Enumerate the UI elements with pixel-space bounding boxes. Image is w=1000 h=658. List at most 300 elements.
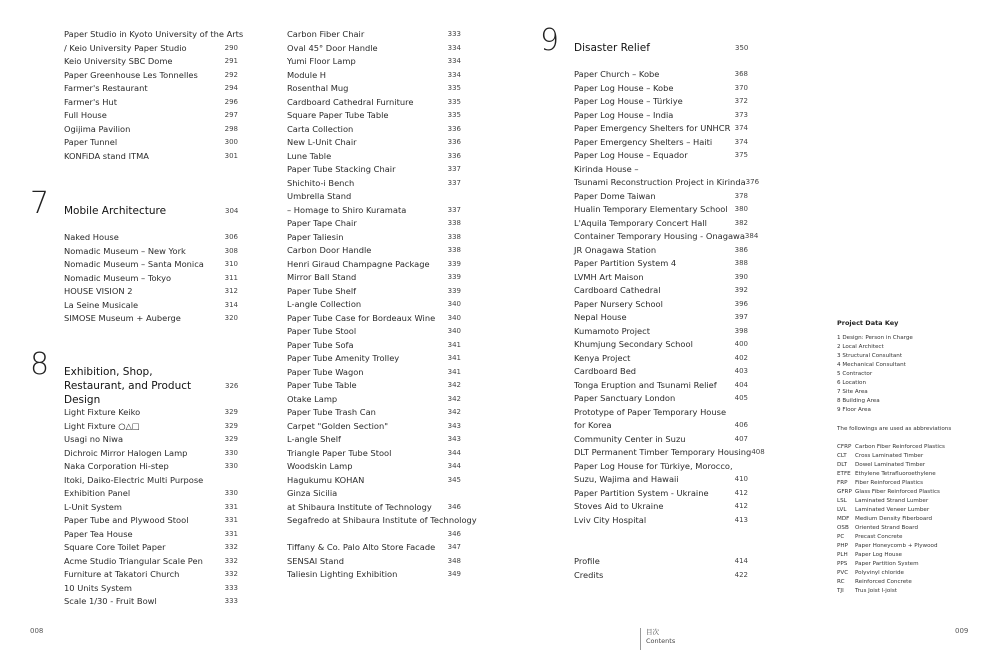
toc-entry-title: Paper Emergency Shelters – Haiti	[574, 136, 713, 147]
abbreviation-row	[837, 515, 977, 524]
toc-entry-title: Full House	[64, 110, 107, 120]
toc-entry-title: Keio University SBC Dome	[64, 56, 173, 66]
toc-entry	[64, 541, 238, 555]
toc-entry	[287, 555, 461, 569]
abbreviation-code: OSB	[837, 525, 849, 531]
toc-entry-page: 336	[447, 124, 461, 133]
toc-entry	[574, 569, 748, 583]
toc-entry	[64, 258, 238, 272]
toc-entry-page: 346	[447, 529, 461, 538]
toc-entry	[574, 460, 748, 474]
abbreviations-note: The followings are used as abbreviations	[837, 426, 952, 432]
toc-entry-title: Nomadic Museum – Tokyo	[64, 272, 172, 283]
toc-entry-title: Triangle Paper Tube Stool	[287, 447, 392, 458]
toc-entry-title: Ginza Sicilia	[287, 488, 338, 498]
toc-entry	[287, 393, 461, 407]
abbreviation-row	[837, 470, 977, 479]
abbreviation-code: CFRP	[837, 444, 852, 450]
toc-entry	[574, 136, 748, 150]
footer-section-label	[646, 628, 675, 646]
toc-entry	[574, 217, 748, 231]
toc-entry-page: 396	[734, 299, 748, 308]
toc-entry	[64, 460, 238, 474]
toc-entry-title: Carta Collection	[287, 123, 354, 134]
toc-entry-page: 292	[224, 70, 238, 79]
toc-entry-title: Shichito-i Bench	[287, 177, 355, 188]
toc-entry-page: 346	[447, 502, 461, 511]
toc-entry	[64, 69, 238, 83]
toc-entry-title: Module H	[287, 69, 327, 80]
toc-entry-page: 368	[734, 70, 748, 78]
toc-entry	[287, 501, 461, 515]
toc-entry-title: Credits	[574, 569, 604, 580]
toc-entry	[574, 95, 748, 109]
toc-entry-title: Paper Tape Chair	[287, 218, 357, 228]
toc-entry	[287, 217, 461, 231]
toc-entry-page: 308	[224, 246, 238, 255]
toc-entry-title: Lune Table	[287, 150, 332, 161]
toc-entry	[287, 568, 461, 582]
toc-entry-page: 380	[734, 205, 748, 213]
abbreviation-row	[837, 524, 977, 533]
abbreviation-row	[837, 578, 977, 587]
abbreviation-code: ETFE	[837, 471, 851, 477]
toc-column-1-sec8	[64, 406, 238, 609]
toc-list-sec9	[574, 68, 765, 527]
toc-entry-page: 343	[447, 421, 461, 430]
abbreviation-description: Laminated Strand Lumber	[855, 498, 929, 504]
toc-entry	[64, 245, 238, 259]
toc-entry-title: Rosenthal Mug	[287, 83, 349, 93]
toc-entry	[287, 204, 461, 218]
toc-entry-page: 340	[447, 313, 461, 322]
toc-entry	[574, 109, 748, 123]
abbreviation-description: Carbon Fiber Reinforced Plastics	[855, 444, 945, 450]
toc-entry-title: Light Fixture Keiko	[64, 407, 141, 417]
toc-entry-title: Khumjung Secondary School	[574, 339, 693, 349]
toc-entry-page: 414	[734, 557, 748, 565]
toc-entry	[64, 299, 238, 313]
abbreviation-description: Laminated Veneer Lumber	[855, 507, 930, 513]
section-page-number: 350	[735, 44, 749, 52]
toc-entry	[64, 420, 238, 434]
abbreviation-description: Paper Partition System	[855, 561, 919, 567]
toc-entry-page: 301	[224, 151, 238, 160]
key-item: 7 Site Area	[837, 389, 868, 395]
toc-entry-page: 339	[447, 273, 461, 281]
toc-list-col2	[287, 28, 477, 582]
toc-entry-page: 397	[734, 313, 748, 321]
toc-entry	[574, 392, 748, 406]
toc-entry-page: 372	[734, 97, 748, 105]
left-page-number: 008	[30, 627, 44, 635]
toc-column-1	[64, 28, 244, 163]
abbreviation-code: TJI	[837, 588, 844, 594]
toc-entry-page: 342	[447, 381, 461, 389]
abbreviation-code: PHP	[837, 543, 848, 549]
toc-entry	[574, 433, 748, 447]
toc-entry-page: 332	[224, 570, 238, 578]
toc-entry-page: 374	[734, 124, 748, 132]
toc-entry	[287, 298, 461, 312]
toc-entry-title: Prototype of Paper Temporary House	[574, 406, 727, 417]
toc-entry-title: 10 Units System	[64, 582, 132, 593]
toc-entry-page: 376	[745, 178, 760, 186]
toc-entry	[64, 595, 238, 609]
abbreviation-description: Polyvinyl chloride	[855, 570, 904, 576]
toc-entry	[287, 96, 461, 110]
toc-entry	[64, 312, 238, 326]
abbreviation-description: Cross Laminated Timber	[855, 453, 924, 459]
toc-entry-page: 333	[224, 597, 238, 605]
toc-entry-title: Paper Log House – India	[574, 109, 674, 120]
toc-entry	[287, 528, 461, 542]
toc-entry-title: for Korea	[574, 420, 612, 430]
toc-entry-title: Carpet "Golden Section"	[287, 420, 389, 431]
toc-entry-title: Suzu, Wajima and Hawaii	[574, 474, 679, 484]
toc-entry	[287, 82, 461, 96]
abbreviation-description: Reinforced Concrete	[855, 579, 912, 585]
toc-entry	[287, 69, 461, 83]
toc-list-end	[574, 555, 748, 582]
toc-entry-title: Acme Studio Triangular Scale Pen	[64, 555, 203, 566]
toc-entry	[574, 244, 748, 258]
toc-entry-page: 390	[734, 272, 748, 281]
toc-entry-title: La Seine Musicale	[64, 299, 139, 310]
toc-entry-page: 345	[447, 475, 461, 484]
key-title: Project Data Key	[837, 319, 899, 327]
toc-column-2	[287, 28, 477, 582]
abbreviation-row	[837, 443, 977, 452]
toc-entry-page: 388	[734, 259, 748, 267]
toc-entry	[574, 284, 748, 298]
toc-entry-title: Paper Tea House	[64, 528, 133, 539]
toc-entry-title: Paper Tube and Plywood Stool	[64, 515, 189, 525]
toc-entry-page: 333	[447, 30, 461, 38]
toc-entry-page: 341	[447, 367, 461, 376]
toc-entry-title: Paper Sanctuary London	[574, 393, 676, 403]
toc-entry-title: Kumamoto Project	[574, 325, 650, 336]
key-item: 1 Design: Person in Charge	[837, 335, 913, 341]
toc-entry-title: Paper Tube Wagon	[287, 366, 364, 377]
toc-entry-title: DLT Permanent Timber Temporary Housing	[574, 447, 752, 457]
toc-entry-page: 337	[447, 165, 461, 173]
toc-entry-page: 291	[224, 57, 238, 65]
toc-entry-page: 407	[734, 434, 748, 443]
toc-entry	[574, 163, 748, 177]
toc-entry-title: Farmer's Hut	[64, 96, 117, 107]
toc-entry-page: 298	[224, 124, 238, 133]
toc-entry-title: Nepal House	[574, 312, 627, 322]
toc-entry	[574, 176, 760, 190]
toc-entry	[287, 433, 461, 447]
toc-entry	[574, 352, 748, 366]
toc-entry-page: 404	[734, 380, 748, 389]
toc-entry-title: Paper Tube Table	[287, 380, 357, 390]
toc-entry-title: Paper Nursery School	[574, 298, 663, 309]
abbreviation-description: Trus Joist I-joist	[855, 588, 897, 594]
abbreviation-description: Paper Honeycomb + Plywood	[855, 543, 938, 549]
toc-entry-title: Yumi Floor Lamp	[287, 56, 356, 66]
abbreviation-description: Glass Fiber Reinforced Plastics	[855, 489, 940, 495]
toc-entry-title: Carbon Fiber Chair	[287, 29, 365, 39]
abbreviation-row	[837, 461, 977, 470]
toc-entry-title: Ogijima Pavilion	[64, 123, 131, 134]
abbreviation-row	[837, 497, 977, 506]
toc-entry-page: 340	[447, 300, 461, 308]
toc-entry-page: 334	[447, 70, 461, 79]
key-item: 9 Floor Area	[837, 407, 871, 413]
toc-entry-title: Paper Log House – Türkiye	[574, 96, 683, 106]
toc-entry	[287, 379, 461, 393]
toc-entry-title: Kirinda House –	[574, 163, 639, 174]
toc-entry-page: 347	[447, 543, 461, 551]
abbreviation-description: Fiber Reinforced Plastics	[855, 480, 924, 486]
toc-entry	[287, 231, 461, 245]
toc-entry-page: 344	[447, 448, 461, 457]
toc-entry	[574, 338, 748, 352]
toc-entry-page: 338	[447, 232, 461, 241]
toc-entry-title: Paper Dome Taiwan	[574, 190, 656, 201]
toc-list-sec8	[64, 406, 238, 609]
toc-entry	[287, 123, 461, 137]
abbreviation-row	[837, 533, 977, 542]
toc-entry-page: 331	[224, 502, 238, 511]
toc-entry-title: Paper Tube Stool	[287, 326, 357, 336]
toc-entry-title: L-angle Shelf	[287, 434, 341, 444]
footer-label-en: Contents	[646, 637, 676, 645]
toc-entry-page: 334	[447, 43, 461, 52]
toc-entry	[574, 203, 748, 217]
toc-entry-page: 400	[734, 340, 748, 348]
toc-entry	[64, 447, 238, 461]
toc-entry	[574, 500, 748, 514]
toc-entry-title: JR Onagawa Station	[574, 244, 657, 255]
toc-entry-title: Hagukumu KOHAN	[287, 474, 365, 485]
toc-column-3	[574, 68, 765, 527]
toc-entry-title: Paper Tunnel	[64, 137, 118, 147]
toc-entry-title: Paper Partition System - Ukraine	[574, 487, 709, 498]
abbreviation-code: LSL	[837, 498, 847, 504]
toc-entry-page: 422	[734, 570, 748, 579]
toc-entry-title: SENSAI Stand	[287, 555, 345, 566]
toc-entry-title: Usagi no Niwa	[64, 434, 124, 444]
key-item: 8 Building Area	[837, 398, 880, 404]
toc-entry-title: L'Aquila Temporary Concert Hall	[574, 217, 707, 228]
toc-entry-title: Paper Greenhouse Les Tonnelles	[64, 69, 198, 80]
abbreviation-description: Precast Concrete	[855, 534, 903, 540]
toc-entry	[64, 82, 238, 96]
toc-column-1-sec7	[64, 231, 238, 326]
toc-entry	[574, 149, 748, 163]
toc-entry	[574, 230, 759, 244]
abbreviation-description: Oriented Strand Board	[855, 525, 918, 531]
abbreviation-code: FRP	[837, 480, 848, 486]
abbreviation-row	[837, 452, 977, 461]
abbreviation-code: MDF	[837, 516, 850, 522]
toc-entry-title: Tsunami Reconstruction Project in Kirinda	[574, 177, 746, 187]
toc-entry	[574, 406, 748, 420]
toc-entry-title: Carbon Door Handle	[287, 245, 372, 255]
toc-entry-page: 406	[734, 421, 748, 429]
right-page-number: 009	[955, 627, 969, 635]
toc-entry-page: 337	[447, 178, 461, 187]
toc-entry-title: Tonga Eruption and Tsunami Relief	[574, 379, 717, 390]
toc-entry-page: 386	[734, 245, 748, 254]
toc-entry-title: Square Core Toilet Paper	[64, 542, 166, 552]
toc-entry-page: 290	[224, 43, 238, 52]
section-title: Mobile Architecture	[64, 205, 167, 217]
toc-entry	[574, 68, 748, 82]
toc-entry	[574, 487, 748, 501]
toc-entry-title: Profile	[574, 556, 600, 566]
toc-entry	[64, 528, 238, 542]
toc-entry-page: 335	[447, 84, 461, 92]
toc-entry	[574, 473, 748, 487]
toc-entry-title: Nomadic Museum – New York	[64, 245, 186, 256]
toc-entry-page: 392	[734, 286, 748, 294]
section-number: 8	[30, 347, 50, 382]
toc-entry-page: 375	[734, 151, 748, 159]
abbreviation-row	[837, 542, 977, 551]
toc-entry-title: Otake Lamp	[287, 393, 338, 404]
toc-entry-page: 329	[224, 408, 238, 416]
toc-entry	[287, 325, 461, 339]
toc-entry-title: Cardboard Bed	[574, 366, 637, 376]
toc-entry-title: New L-Unit Chair	[287, 137, 357, 147]
toc-entry	[64, 150, 238, 164]
abbreviation-description: Ethylene Tetrafluoroethylene	[855, 471, 936, 477]
toc-entry-page: 330	[224, 462, 238, 470]
toc-entry-title: L-angle Collection	[287, 299, 362, 309]
toc-entry-title: – Homage to Shiro Kuramata	[287, 204, 407, 215]
toc-entry	[287, 406, 461, 420]
toc-entry-page: 336	[447, 138, 461, 146]
toc-entry-title: Stoves Aid to Ukraine	[574, 501, 664, 511]
toc-entry	[287, 109, 461, 123]
toc-entry	[64, 42, 238, 56]
section-page-number: 304	[225, 207, 239, 215]
toc-entry-page: 333	[224, 583, 238, 592]
toc-entry-page: 412	[734, 488, 748, 497]
toc-entry	[574, 311, 748, 325]
toc-entry-title: Paper Tube Shelf	[287, 285, 357, 296]
toc-entry	[574, 298, 748, 312]
toc-entry-page: 314	[224, 300, 238, 309]
toc-entry	[64, 474, 238, 488]
toc-entry-page: 338	[447, 246, 461, 254]
toc-entry-page: 311	[224, 273, 238, 282]
toc-entry	[287, 285, 461, 299]
toc-entry-page: 340	[447, 327, 461, 335]
abbreviation-list	[837, 443, 977, 596]
toc-entry-title: Oval 45° Door Handle	[287, 42, 378, 53]
toc-entry-title: Square Paper Tube Table	[287, 110, 389, 120]
toc-entry-page: 332	[224, 556, 238, 565]
toc-entry-title: Cardboard Cathedral	[574, 285, 661, 295]
toc-entry-title: Lviv City Hospital	[574, 514, 647, 525]
toc-entry-title: Nomadic Museum – Santa Monica	[64, 259, 204, 269]
toc-entry-page: 331	[224, 529, 238, 538]
abbreviation-description: Paper Log House	[855, 552, 902, 558]
abbreviation-description: Medium Density Fiberboard	[855, 516, 932, 522]
toc-entry-title: KONFiDA stand ITMA	[64, 150, 149, 161]
abbreviation-description: Dowel Laminated Timber	[855, 462, 926, 468]
toc-entry	[287, 541, 461, 555]
toc-entry-page: 398	[734, 326, 748, 335]
key-item: 5 Contractor	[837, 371, 873, 377]
toc-entry-title: LVMH Art Maison	[574, 271, 644, 282]
toc-entry-page: 332	[224, 543, 238, 551]
abbreviation-code: LVL	[837, 507, 847, 513]
toc-entry-page: 336	[447, 151, 461, 160]
toc-entry-page: 402	[734, 353, 748, 362]
toc-entry-page: 410	[734, 475, 748, 483]
key-item: 6 Location	[837, 380, 866, 386]
toc-entry	[287, 271, 461, 285]
abbreviation-code: RC	[837, 579, 845, 585]
toc-entry-page: 339	[447, 259, 461, 268]
toc-entry	[64, 123, 238, 137]
toc-entry	[287, 177, 461, 191]
toc-entry-page: 330	[224, 448, 238, 457]
abbreviation-row	[837, 506, 977, 515]
toc-entry-page: 348	[447, 556, 461, 565]
abbreviation-code: PVC	[837, 570, 849, 576]
abbreviation-code: GFRP	[837, 489, 852, 495]
toc-entry-page: 294	[224, 84, 238, 92]
toc-entry-title: Segafredo at Shibaura Institute of Technology	[287, 515, 477, 525]
toc-entry	[64, 433, 238, 447]
toc-entry-page: 341	[447, 340, 461, 349]
toc-entry-title: Scale 1/30 - Fruit Bowl	[64, 596, 157, 606]
toc-entry-page: 342	[447, 408, 461, 416]
toc-entry	[574, 379, 748, 393]
project-data-key	[837, 318, 977, 596]
toc-entry-title: Cardboard Cathedral Furniture	[287, 96, 414, 107]
key-item: 3 Structural Consultant	[837, 353, 903, 359]
toc-entry-page: 330	[224, 489, 238, 497]
toc-entry-page: 300	[224, 138, 238, 146]
toc-entry-page: 382	[734, 218, 748, 227]
toc-entry-title: Light Fixture ○△□	[64, 420, 140, 431]
toc-entry-title: / Keio University Paper Studio	[64, 42, 187, 53]
toc-entry	[64, 272, 238, 286]
toc-entry	[64, 96, 238, 110]
section-number: 7	[30, 186, 50, 221]
toc-entry-title: Paper Partition System 4	[574, 258, 677, 268]
abbreviation-row	[837, 479, 977, 488]
abbreviation-code: PPS	[837, 561, 848, 567]
toc-entry	[287, 55, 461, 69]
toc-entry-page: 329	[224, 435, 238, 443]
toc-entry-page: 335	[447, 111, 461, 119]
toc-entry-title: at Shibaura Institute of Technology	[287, 501, 432, 512]
toc-entry	[574, 365, 748, 379]
toc-entry-page: 384	[744, 232, 759, 240]
toc-entry	[574, 555, 748, 569]
toc-entry	[287, 28, 461, 42]
toc-entry	[287, 447, 461, 461]
key-items	[837, 334, 977, 415]
toc-entry-title: Paper Studio in Kyoto University of the Arts	[64, 29, 244, 39]
toc-entry-title: Paper Tube Stacking Chair	[287, 164, 396, 174]
toc-entry	[287, 339, 461, 353]
toc-entry-title: Hualin Temporary Elementary School	[574, 204, 728, 214]
toc-list-sec7	[64, 231, 238, 326]
section-title: Exhibition, Shop, Restaurant, and Product Design	[64, 366, 192, 406]
footer-label-jp: 目次	[646, 628, 659, 636]
